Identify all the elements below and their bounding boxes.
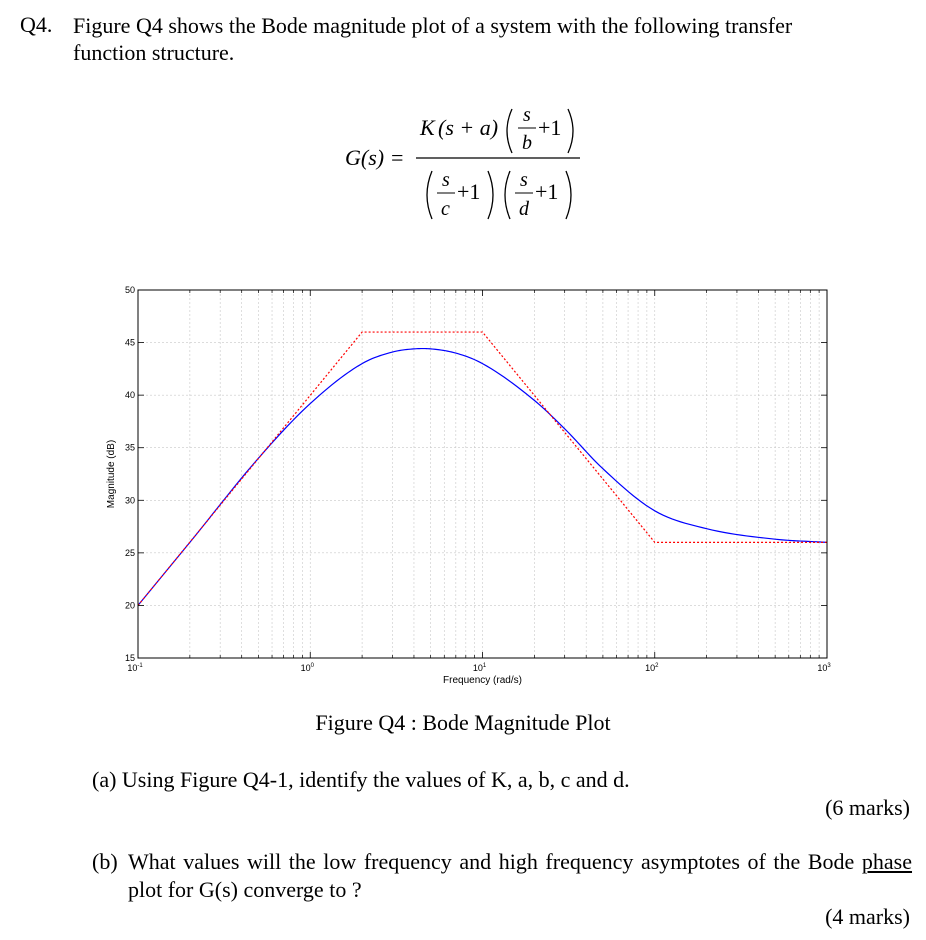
equation-den2-plus-one: +1 — [535, 179, 559, 204]
equation-den1-right-paren — [488, 171, 493, 219]
equation-den1-frac-den: c — [441, 198, 450, 220]
equation-num-frac-den: b — [522, 132, 532, 154]
question-number: Q4. — [20, 12, 53, 37]
part-b-underlined: phase — [861, 849, 913, 874]
part-b-text-after: plot for G(s) converge to ? — [128, 877, 362, 902]
chart-ticks — [125, 285, 831, 673]
equation-den2-frac-den: d — [519, 198, 529, 220]
question-text-line2: function structure. — [73, 40, 235, 65]
equation-lhs: G(s) = — [345, 145, 405, 170]
part-a-text: (a) Using Figure Q4-1, identify the values of K, a, b, c and d. — [92, 767, 630, 792]
x-axis-label: Frequency (rad/s) — [443, 675, 522, 686]
bode-magnitude-chart — [100, 278, 840, 703]
part-b-label: (b) — [92, 849, 118, 874]
transfer-function-equation — [340, 95, 600, 235]
y-tick-label: 30 — [124, 495, 135, 506]
equation-den1-left-paren — [427, 171, 432, 219]
x-tick-label: $10^3$ — [817, 663, 831, 673]
part-b-marks: (4 marks) — [825, 904, 910, 929]
part-b-text — [128, 848, 912, 904]
x-tick-label: $10^2$ — [645, 663, 659, 673]
part-b-text-before: What values will the low frequency and high frequency asymptotes of the Bode — [128, 849, 855, 874]
equation-num-right-paren — [568, 109, 573, 153]
x-tick-label: $10^0$ — [300, 663, 314, 673]
equation-num-plus-one: +1 — [538, 115, 562, 140]
y-tick-label: 15 — [124, 653, 135, 663]
chart-grid — [138, 290, 827, 658]
equation-den1-plus-one: +1 — [457, 179, 481, 204]
question-text-line1: Figure Q4 shows the Bode magnitude plot of a system with the following transfer — [73, 13, 793, 38]
equation-den1-frac-num: s — [442, 169, 450, 191]
part-a-marks: (6 marks) — [825, 795, 910, 820]
equation-den2-frac-num: s — [520, 169, 528, 191]
equation-den2-left-paren — [505, 171, 510, 219]
y-axis-label: Magnitude (dB) — [106, 439, 117, 509]
y-tick-label: 20 — [124, 600, 135, 611]
equation-num-frac-num: s — [523, 104, 531, 126]
x-tick-label: $10^{-1}$ — [127, 663, 143, 673]
y-tick-label: 45 — [124, 337, 135, 348]
chart-series — [138, 332, 827, 605]
y-tick-label: 35 — [124, 442, 135, 453]
series-asymptote — [138, 332, 827, 605]
y-tick-label: 25 — [124, 547, 135, 558]
equation-num-K: K — [420, 115, 435, 140]
question-text — [73, 12, 893, 66]
figure-caption: Figure Q4 : Bode Magnitude Plot — [315, 710, 611, 735]
equation-den2-right-paren — [566, 171, 571, 219]
y-tick-label: 40 — [124, 390, 135, 401]
y-tick-label: 50 — [124, 285, 135, 295]
x-tick-label: $10^1$ — [472, 663, 487, 673]
equation-num-left-paren — [507, 109, 512, 153]
equation-num-s-plus-a: (s + a) — [438, 115, 499, 140]
